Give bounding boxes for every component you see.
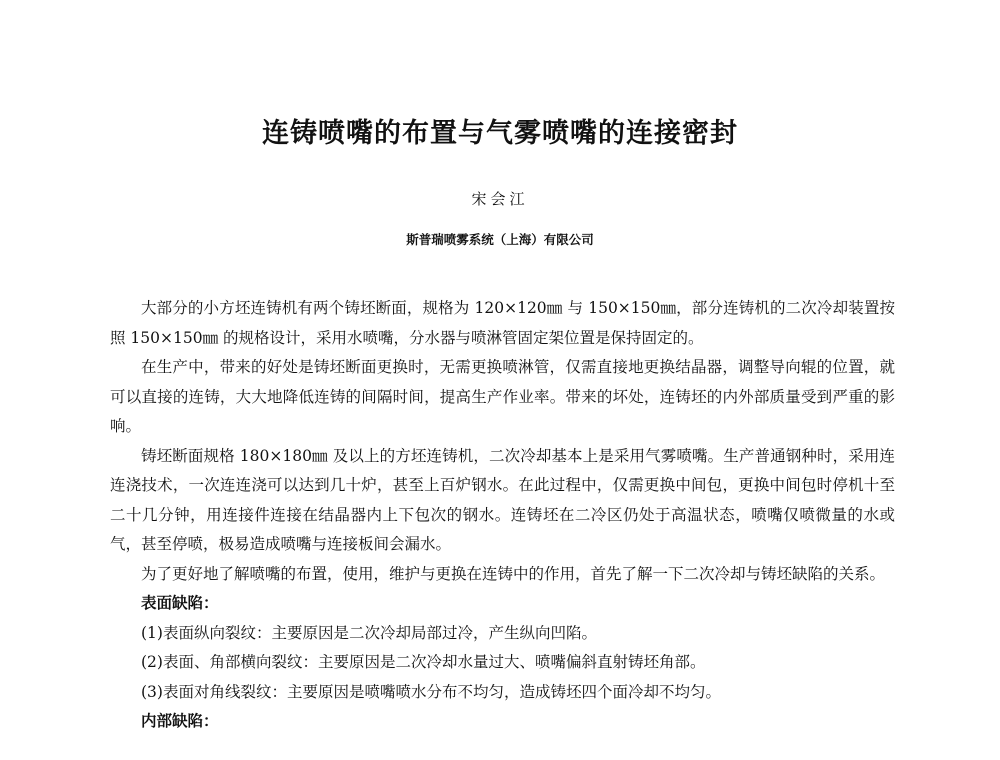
- article-body: [110, 294, 895, 737]
- body-paragraph: 铸坯断面规格 180×180㎜ 及以上的方坯连铸机，二次冷却基本上是采用气雾喷嘴。生产普通钢种时，采用连连浇技术，一次连连浇可以达到几十炉，甚至上百炉钢水。在此过程中，仅需更换中间包，更换中间包时停机十至二十几分钟，用连接件连接在结晶器内上下包次的钢水。连铸坯在二冷区仍处于高温状态，喷嘴仅喷微量的水或气，甚至停喷，极易造成喷嘴与连接板间会漏水。: [110, 446, 895, 553]
- body-paragraph: 大部分的小方坯连铸机有两个铸坯断面，规格为 120×120㎜ 与 150×150㎜，部分连铸机的二次冷却装置按照 150×150㎜ 的规格设计，采用水喷嘴，分水器与喷淋管固定架位置是保持固定的。: [110, 299, 895, 347]
- surface-defects-heading: 表面缺陷：: [141, 594, 219, 612]
- article-title: 连铸喷嘴的布置与气雾喷嘴的连接密封: [262, 118, 738, 149]
- author-affiliation: 斯普瑞喷雾系统（上海）有限公司: [406, 232, 594, 247]
- body-paragraph: 在生产中，带来的好处是铸坯断面更换时，无需更换喷淋管，仅需直接地更换结晶器，调整导向辊的位置，就可以直接的连铸，大大地降低连铸的间隔时间，提高生产作业率。带来的坏处，连铸坯的内外部质量受到严重的影响。: [110, 358, 895, 435]
- author-name: 宋会江: [471, 190, 529, 208]
- surface-defect-item: (1)表面纵向裂纹：主要原因是二次冷却局部过冷，产生纵向凹陷。: [141, 623, 597, 642]
- internal-defects-heading: 内部缺陷：: [141, 712, 219, 730]
- surface-defect-item: (3)表面对角线裂纹：主要原因是喷嘴喷水分布不均匀，造成铸坯四个面冷却不均匀。: [141, 682, 721, 701]
- surface-defect-item: (2)表面、角部横向裂纹：主要原因是二次冷却水量过大、喷嘴偏斜直射铸坯角部。: [141, 653, 706, 671]
- body-paragraph: 为了更好地了解喷嘴的布置，使用，维护与更换在连铸中的作用，首先了解一下二次冷却与铸坯缺陷的关系。: [141, 564, 886, 583]
